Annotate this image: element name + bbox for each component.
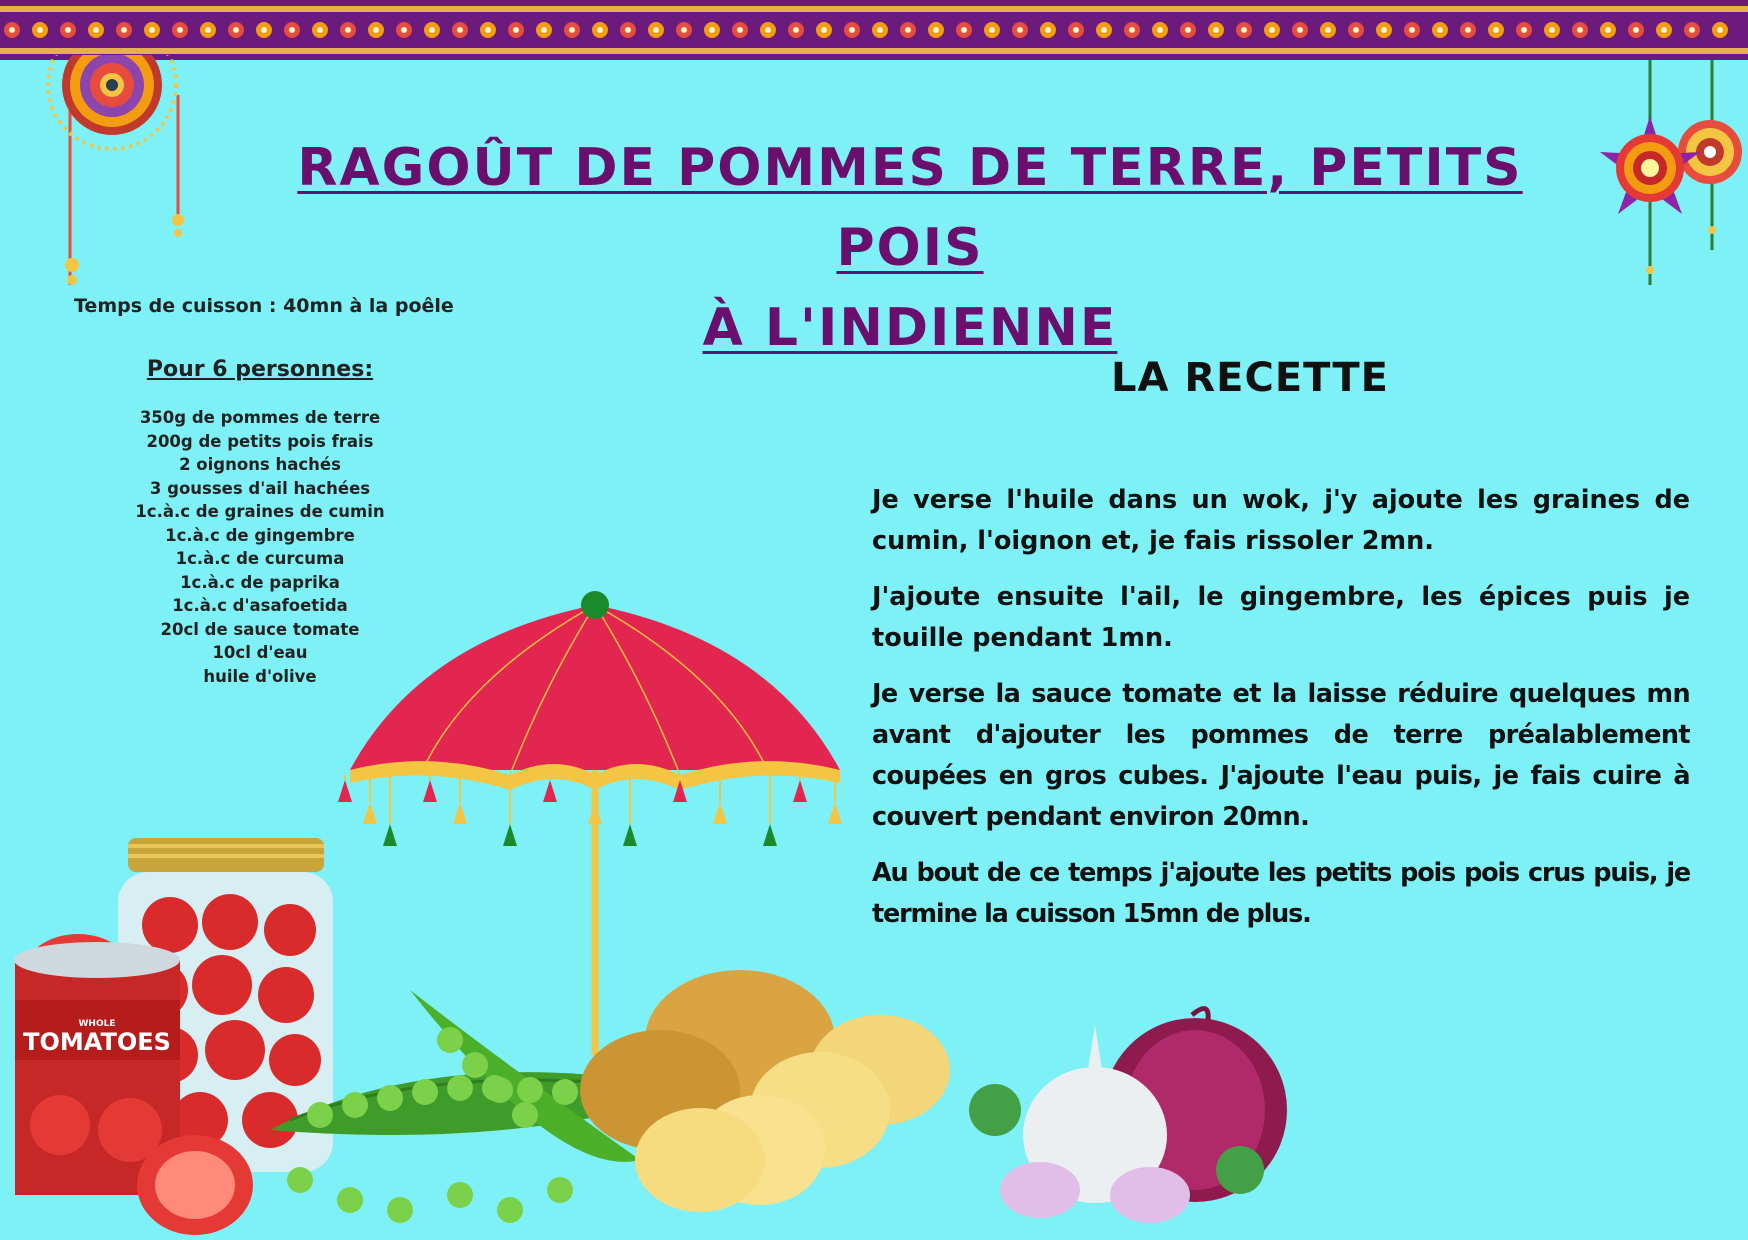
recipe-heading: LA RECETTE: [1111, 355, 1389, 401]
ingredient-item: 2 oignons hachés: [179, 455, 341, 474]
mandala-ornament-left: [20, 55, 200, 285]
title-line-2: À L'INDIENNE: [702, 298, 1118, 358]
ingredient-item: 1c.à.c de paprika: [180, 572, 340, 592]
ingredient-item: 10cl d'eau: [212, 643, 308, 662]
ingredient-item: 20cl de sauce tomate: [160, 619, 360, 639]
ingredient-item: 1c.à.c d'asafoetida: [172, 596, 348, 615]
servings-heading: Pour 6 personnes:: [146, 357, 374, 382]
rakhi-ornament-right: [1590, 60, 1748, 290]
title-line-1: RAGOÛT DE POMMES DE TERRE, PETITS POIS: [297, 138, 1523, 278]
ingredient-item: 3 gousses d'ail hachées: [149, 478, 371, 498]
recipe-steps: [872, 480, 1690, 950]
ingredient-item: 1c.à.c de gingembre: [165, 525, 355, 545]
recipe-step: J'ajoute ensuite l'ail, le gingembre, les épices puis je touille pendant 1mn.: [872, 582, 1690, 653]
garlic-onion-illustration: [950, 1000, 1310, 1240]
ingredient-item: 350g de pommes de terre: [139, 408, 381, 427]
ingredient-item: huile d'olive: [203, 666, 317, 686]
ingredient-item: 1c.à.c de graines de cumin: [135, 502, 385, 521]
decorative-border: [0, 0, 1748, 60]
cooking-time: Temps de cuisson : 40mn à la poêle: [74, 295, 454, 317]
recipe-step: Je verse la sauce tomate et la laisse réduire quelques mn avant d'ajouter les pommes de terre préalablement coupées en gros cubes. J'ajoute l'eau puis, je fais cuire à couvert pendant environ 20mn.: [872, 679, 1690, 832]
recipe-step: Au bout de ce temps j'ajoute les petits pois pois crus puis, je termine la cuisson 15mn de plus.: [872, 858, 1690, 929]
recipe-step: Je verse l'huile dans un wok, j'y ajoute les graines de cumin, l'oignon et, je fais rissoler 2mn.: [872, 485, 1690, 556]
can-label-big: TOMATOES: [23, 1028, 171, 1056]
ingredient-item: 200g de petits pois frais: [146, 431, 374, 451]
ingredient-item: 1c.à.c de curcuma: [175, 549, 345, 568]
page-title: [240, 128, 1580, 368]
can-label-small: WHOLE: [78, 1019, 116, 1029]
